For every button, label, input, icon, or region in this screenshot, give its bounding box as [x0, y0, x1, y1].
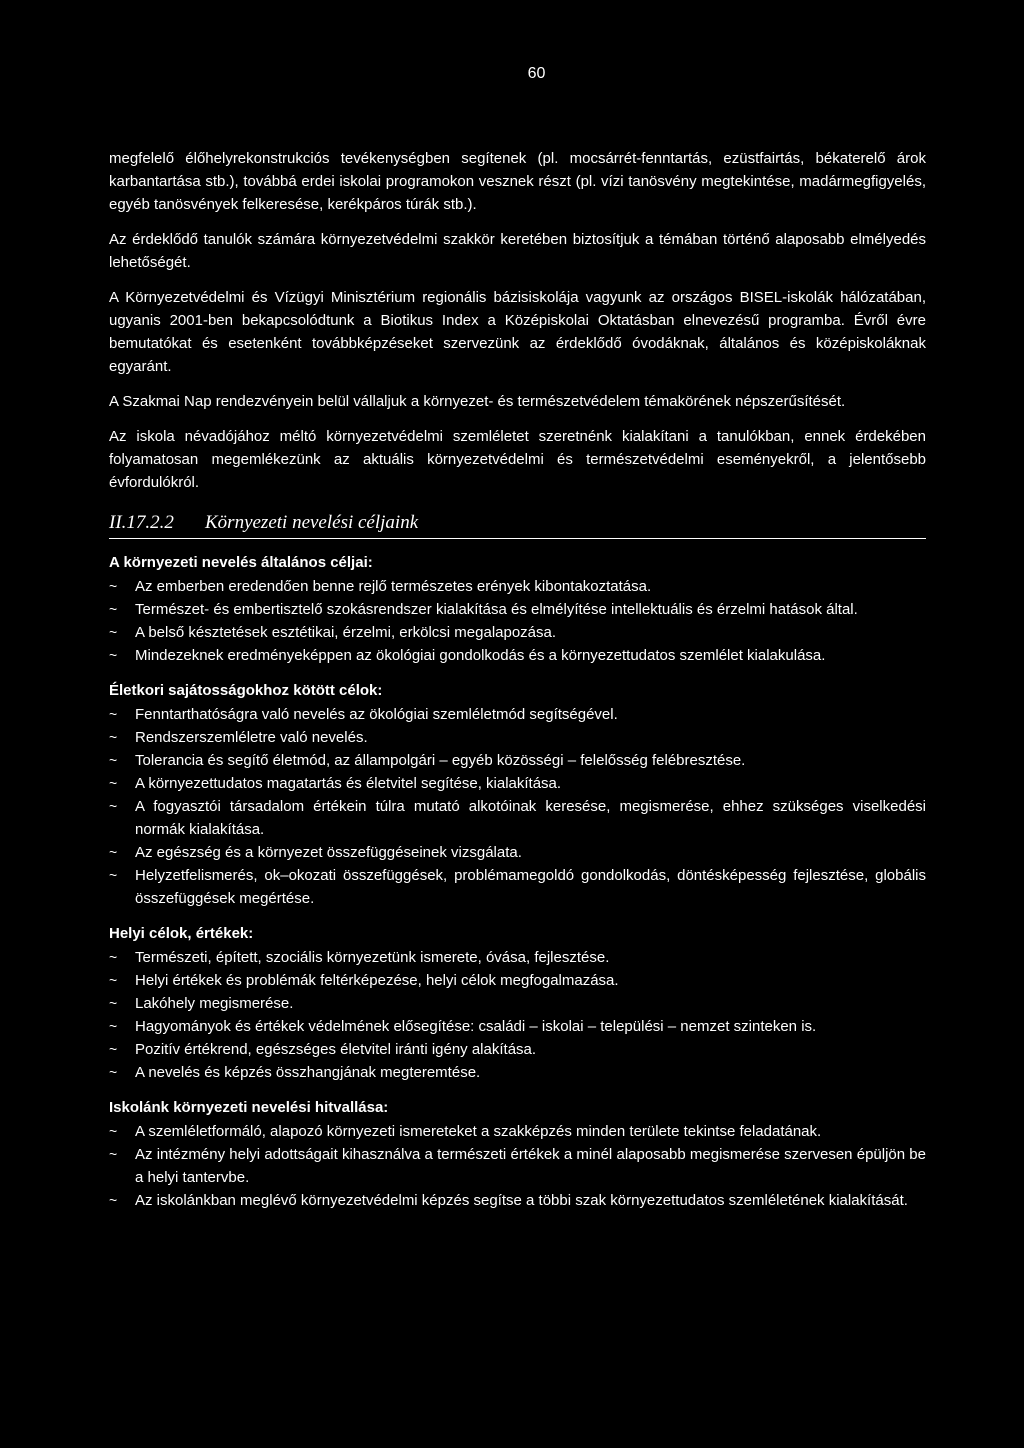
tilde-bullet-icon: ~: [109, 647, 118, 663]
tilde-bullet-icon: ~: [109, 578, 118, 594]
list-item: [109, 1015, 926, 1038]
tilde-bullet-icon: ~: [109, 601, 118, 617]
list-item-text: Természeti, épített, szociális környezetünk ismerete, óvása, fejlesztése.: [135, 949, 610, 966]
tilde-bullet-icon: ~: [109, 798, 118, 814]
group-heading: Iskolánk környezeti nevelési hitvallása:: [109, 1099, 389, 1116]
list-item-text: Az intézmény helyi adottságait kihasználva a természeti értékek a minél alaposabb megismerése szervesen épüljön be a helyi tantervbe.: [135, 1146, 926, 1186]
list-item: [109, 644, 926, 667]
tilde-bullet-icon: ~: [109, 1146, 118, 1162]
list-item-text: Pozitív értékrend, egészséges életvitel iránti igény alakítása.: [135, 1041, 537, 1058]
tilde-bullet-icon: ~: [109, 844, 118, 860]
list-item: [109, 726, 926, 749]
list-item: [109, 1189, 926, 1212]
bullet-list: [109, 946, 926, 1084]
list-item-text: A környezettudatos magatartás és életvitel segítése, kialakítása.: [135, 775, 562, 792]
tilde-bullet-icon: ~: [109, 1192, 118, 1208]
tilde-bullet-icon: ~: [109, 1064, 118, 1080]
list-item: [109, 575, 926, 598]
list-item-text: Fenntarthatóságra való nevelés az ökológiai szemléletmód segítségével.: [135, 706, 618, 723]
list-item-text: Helyzetfelismerés, ok–okozati összefüggések, problémamegoldó gondolkodás, döntésképesség fejlesztése, globális összefüggések megértése.: [135, 867, 926, 907]
list-item: [109, 1061, 926, 1084]
bullet-list: [109, 1120, 926, 1212]
tilde-bullet-icon: ~: [109, 706, 118, 722]
list-item: [109, 795, 926, 841]
list-item: [109, 864, 926, 910]
tilde-bullet-icon: ~: [109, 752, 118, 768]
list-item: [109, 992, 926, 1015]
paragraph: Az iskola névadójához méltó környezetvédelmi szemléletet szeretnénk kialakítani a tanulókban, ennek érdekében folyamatosan megemlékezünk az aktuális környezetvédelmi és természetvédelmi eseményekről, a jelentősebb évfordulókról.: [109, 428, 926, 491]
tilde-bullet-icon: ~: [109, 729, 118, 745]
list-item-text: Az egészség és a környezet összefüggéseinek vizsgálata.: [135, 844, 522, 861]
list-item: [109, 703, 926, 726]
list-item-text: A nevelés és képzés összhangjának megteremtése.: [135, 1064, 481, 1081]
list-item: [109, 772, 926, 795]
page-number: 60: [527, 65, 546, 82]
paragraph: A Szakmai Nap rendezvényein belül vállaljuk a környezet- és természetvédelem témakörének népszerűsítését.: [109, 393, 846, 410]
list-item: [109, 841, 926, 864]
tilde-bullet-icon: ~: [109, 867, 118, 883]
tilde-bullet-icon: ~: [109, 972, 118, 988]
list-item-text: Helyi értékek és problémák feltérképezése, helyi célok megfogalmazása.: [135, 972, 619, 989]
paragraph: A Környezetvédelmi és Vízügyi Minisztérium regionális bázisiskolája vagyunk az országos BISEL-iskolák hálózatában, ugyanis 2001-ben bekapcsolódtunk a Biotikus Index a Középiskolai Oktatásban elnevezésű programba. Évről évre bemutatókat és esetenként továbbképzéseket szervezünk az érdeklődő óvodáknak, általános és középiskoláknak egyaránt.: [109, 289, 926, 375]
list-item: [109, 1143, 926, 1189]
tilde-bullet-icon: ~: [109, 949, 118, 965]
list-item: [109, 969, 926, 992]
tilde-bullet-icon: ~: [109, 1018, 118, 1034]
list-item: [109, 621, 926, 644]
tilde-bullet-icon: ~: [109, 624, 118, 640]
paragraph: Az érdeklődő tanulók számára környezetvédelmi szakkör keretében biztosítjuk a témában történő alaposabb elmélyedés lehetőségét.: [109, 231, 926, 271]
bullet-list: [109, 703, 926, 910]
list-item-text: Az emberben eredendően benne rejlő természetes erények kibontakoztatása.: [135, 578, 652, 595]
list-item-text: Mindezeknek eredményeképpen az ökológiai gondolkodás és a környezettudatos szemlélet kialakulása.: [135, 647, 826, 664]
tilde-bullet-icon: ~: [109, 1041, 118, 1057]
section-number: II.17.2.2: [109, 512, 174, 533]
list-item-text: A fogyasztói társadalom értékein túlra mutató alkotóinak keresése, megismerése, ehhez szükséges viselkedési normák kialakítása.: [135, 798, 926, 838]
list-item: [109, 749, 926, 772]
section-heading: [109, 510, 926, 539]
list-item: [109, 598, 926, 621]
section-title: Környezeti nevelési céljaink: [205, 512, 419, 533]
list-item: [109, 1120, 926, 1143]
group-heading: A környezeti nevelés általános céljai:: [109, 554, 373, 571]
list-item-text: Természet- és embertisztelő szokásrendszer kialakítása és elmélyítése intellektuális és érzelmi hatások által.: [135, 601, 858, 618]
tilde-bullet-icon: ~: [109, 1123, 118, 1139]
group-heading: Helyi célok, értékek:: [109, 925, 254, 942]
tilde-bullet-icon: ~: [109, 775, 118, 791]
body-text: [109, 147, 926, 1221]
list-item-text: Rendszerszemléletre való nevelés.: [135, 729, 368, 746]
list-item-text: Az iskolánkban meglévő környezetvédelmi képzés segítse a többi szak környezettudatos szemléletének kialakítását.: [135, 1192, 908, 1209]
list-item-text: Hagyományok és értékek védelmének elősegítése: családi – iskolai – települési – nemzet szinteken is.: [135, 1018, 817, 1035]
list-item-text: Tolerancia és segítő életmód, az állampolgári – egyéb közösségi – felelősség felébresztése.: [135, 752, 746, 769]
document-page: [109, 0, 926, 1448]
list-item: [109, 946, 926, 969]
group-heading: Életkori sajátosságokhoz kötött célok:: [109, 682, 383, 699]
tilde-bullet-icon: ~: [109, 995, 118, 1011]
paragraph: megfelelő élőhelyrekonstrukciós tevékenységben segítenek (pl. mocsárrét-fenntartás, ezüstfairtás, békaterelő árok karbantartása stb.), továbbá erdei iskolai programokon vesznek részt (pl. vízi tanösvény megtekintése, madármegfigyelés, egyéb tanösvények felkeresése, kerékpáros túrák stb.).: [109, 150, 926, 213]
bullet-list: [109, 575, 926, 667]
list-item-text: Lakóhely megismerése.: [135, 995, 294, 1012]
list-item-text: A belső késztetések esztétikai, érzelmi, erkölcsi megalapozása.: [135, 624, 557, 641]
list-item: [109, 1038, 926, 1061]
list-item-text: A szemléletformáló, alapozó környezeti ismereteket a szakképzés minden területe tekintse feladatának.: [135, 1123, 822, 1140]
